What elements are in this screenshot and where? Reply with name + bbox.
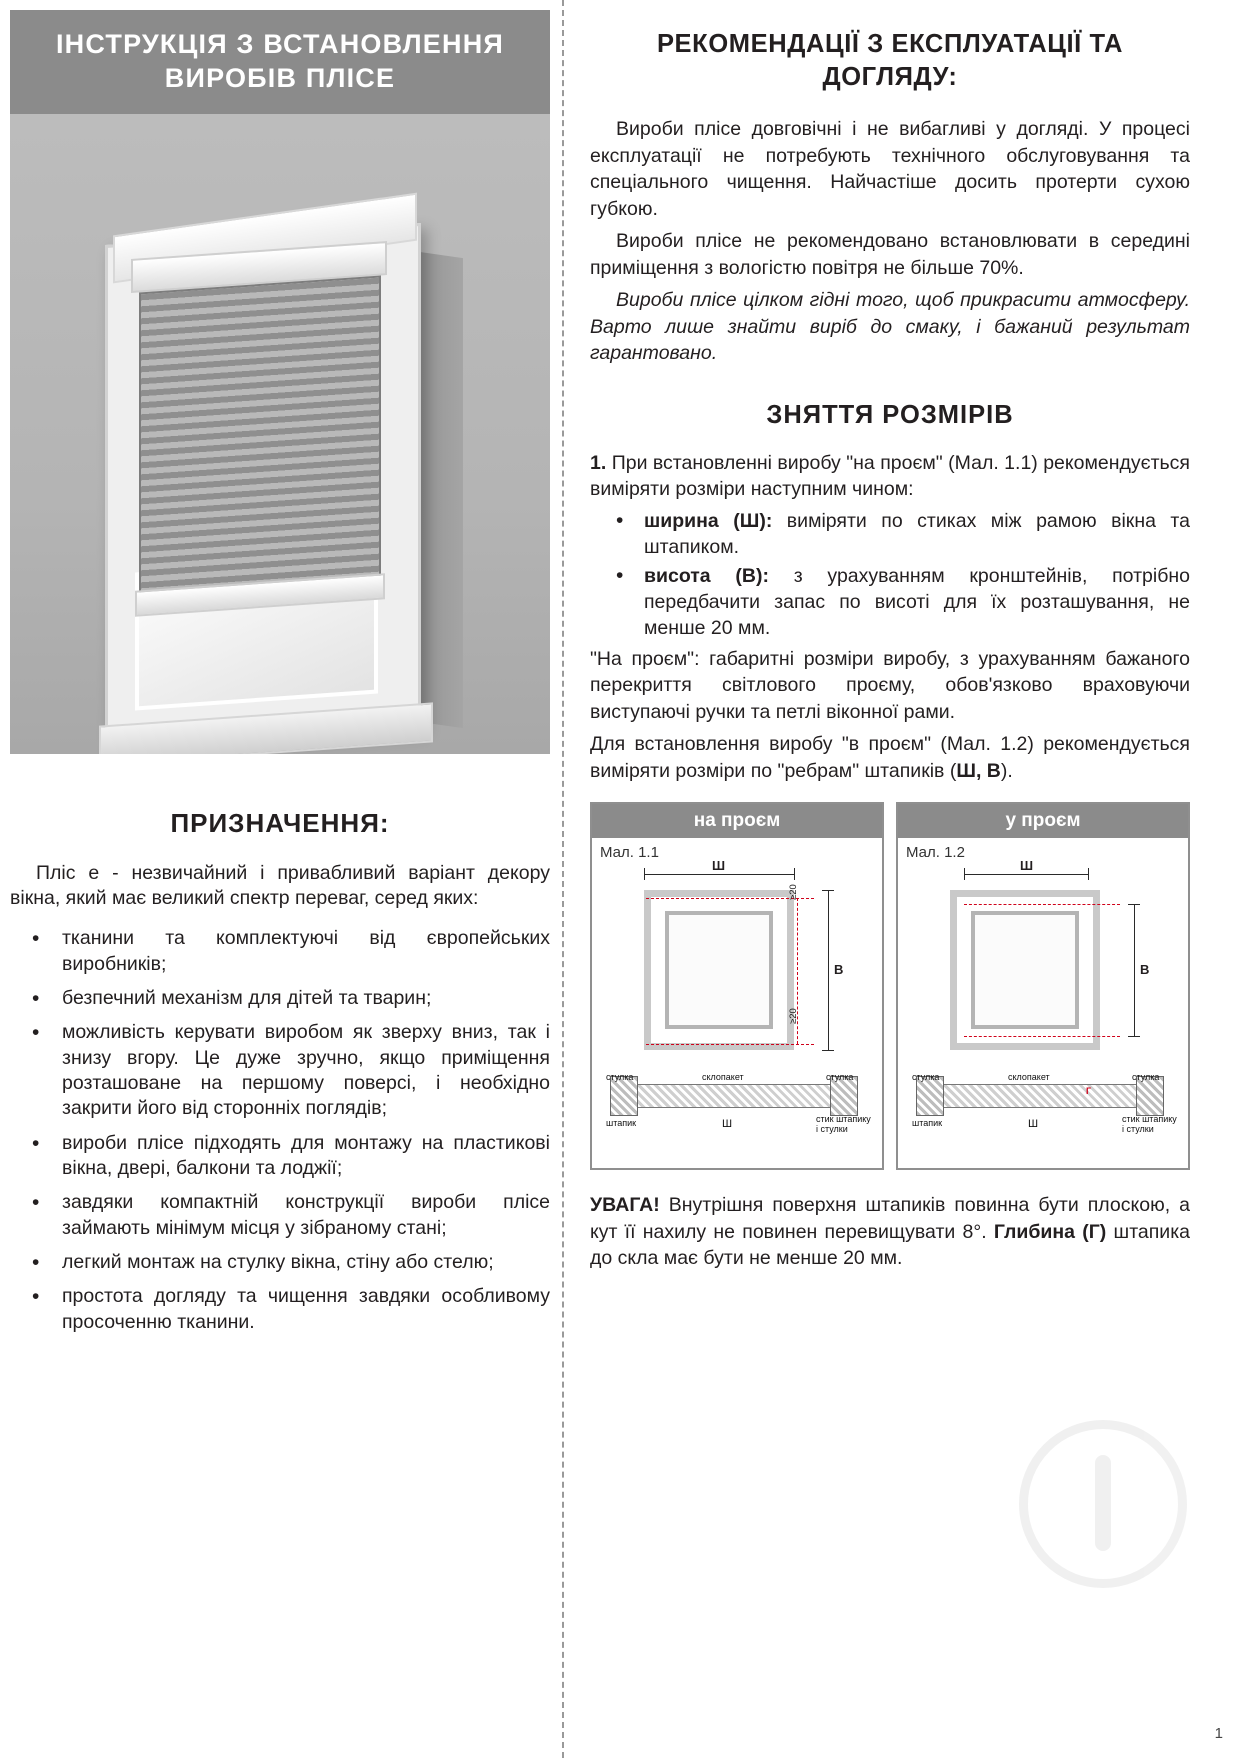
height-dimension-label: В: [1140, 962, 1150, 978]
warning-term-depth: Глибина (Г): [993, 1220, 1107, 1243]
care-paragraph-2: Вироби плісе не рекомендовано встановлювати в середині приміщення з вологістю повітря не більше 70%.: [590, 230, 1190, 279]
purpose-bullet-list: [10, 926, 550, 1335]
list-item: [590, 564, 1190, 641]
label-stulka-right: стулка: [1132, 1072, 1160, 1083]
section-view: [910, 1070, 1177, 1152]
window-diagram-inner: [665, 911, 773, 1029]
diagram-header: на проєм: [592, 804, 882, 838]
label-width-bottom: Ш: [1028, 1118, 1039, 1131]
measurement-bullet-list: [590, 509, 1190, 642]
list-item: • завдяки компактній конструкції вироби плісе займають мінімум місця у зібраному стані;: [10, 1190, 550, 1241]
diagram-body: [898, 838, 1188, 1168]
height-tick-bottom: [822, 1050, 834, 1051]
width-tick-right: [1088, 868, 1089, 880]
label-depth: Г: [1086, 1086, 1092, 1097]
measurement-paragraph-inframe: [590, 731, 1190, 784]
warning-label: УВАГА!: [590, 1194, 660, 1217]
step-number: 1.: [590, 451, 607, 474]
width-tick-left: [964, 868, 965, 880]
section-view: [604, 1070, 871, 1152]
figure-caption: Мал. 1.1: [600, 844, 659, 862]
care-paragraph-3: Вироби плісе цілком гідні того, щоб прикрасити атмосферу. Варто лише знайти виріб до смаку, і бажаний результат гарантовано.: [590, 289, 1190, 365]
label-stulka-right: стулка: [826, 1072, 854, 1083]
list-item: • тканини та комплектуючі від європейських виробників;: [10, 926, 550, 977]
gap-top-label: ≥20: [788, 884, 799, 901]
list-item: [590, 509, 1190, 560]
right-column: [590, 28, 1190, 1291]
inframe-text-a: Для встановлення виробу "в проєм" (Мал. 1.2) рекомендується виміряти розміри по "ребрам" штапиків (: [590, 733, 1190, 782]
diagram-on-frame: [590, 802, 884, 1170]
product-photo: [10, 114, 550, 754]
measure-term-width: ширина (Ш):: [644, 509, 773, 532]
window-illustration: [105, 194, 435, 754]
figure-caption: Мал. 1.2: [906, 844, 965, 862]
label-shtapik: штапик: [606, 1118, 637, 1129]
window-diagram-inner: [971, 911, 1079, 1029]
measure-desc-height: з урахуванням кронштейнів, потрібно передбачити запас по висоті для їх розташування, не менше 20 мм.: [644, 565, 1190, 639]
label-stulka-left: стулка: [912, 1072, 940, 1083]
height-tick-top: [822, 890, 834, 891]
measurement-paragraph-onframe: "На проєм": габаритні розміри виробу, з урахуванням бажаного перекриття світлового проєму, обов'язково враховуючи виступаючі ручки та петлі віконної рами.: [590, 647, 1190, 723]
inframe-symbols: Ш, В: [956, 759, 1001, 782]
step-text: При встановленні виробу "на проєм" (Мал. 1.1) рекомендується виміряти розміри наступним чином:: [590, 451, 1190, 501]
measure-term-height: висота (В):: [644, 565, 769, 588]
height-dimension-label: В: [834, 962, 844, 978]
window-diagram: [950, 890, 1100, 1050]
list-item: • безпечний механізм для дітей та тварин;: [10, 986, 550, 1011]
label-width-bottom: Ш: [722, 1118, 733, 1131]
overlap-guide-top: [964, 904, 1120, 905]
left-column: [10, 10, 550, 1740]
warning-text-c: штапика до скла має бути не менше 20 мм.: [590, 1220, 1191, 1270]
page-title: ІНСТРУКЦІЯ З ВСТАНОВЛЕННЯ ВИРОБІВ ПЛІСЕ: [10, 10, 550, 114]
diagram-in-frame: [896, 802, 1190, 1170]
width-tick-left: [644, 868, 645, 880]
watermark-logo-icon: [1019, 1420, 1187, 1588]
list-item: • можливість керувати виробом як зверху вниз, так і знизу вгору. Це дуже зручно, якщо приміщення розташоване на першому поверсі, і необхідно закрити його від сторонніх поглядів;: [10, 1020, 550, 1121]
label-steklopaket: склопакет: [702, 1072, 744, 1083]
gap-bottom-label: ≥20: [788, 1008, 799, 1025]
warning-note: [590, 1192, 1190, 1272]
height-dimension-line: [828, 890, 829, 1050]
width-tick-right: [794, 868, 795, 880]
label-joint: стик штапику і стулки: [1122, 1114, 1177, 1135]
inframe-text-c: ).: [1000, 759, 1013, 782]
list-item: • простота догляду та чищення завдяки особливому просоченню тканини.: [10, 1284, 550, 1335]
label-shtapik: штапик: [912, 1118, 943, 1129]
measurement-step-1: [590, 450, 1190, 503]
list-item: • вироби плісе підходять для монтажу на пластикові вікна, двері, балкони та лоджії;: [10, 1131, 550, 1182]
plisse-fabric: [139, 275, 381, 596]
width-dimension-line: [964, 874, 1088, 875]
care-recommendations-title: РЕКОМЕНДАЦІЇ З ЕКСПЛУАТАЦІЇ ТА ДОГЛЯДУ:: [656, 30, 1124, 92]
diagram-body: [592, 838, 882, 1168]
care-paragraph-1: Вироби плісе довговічні і не вибагливі у догляді. У процесі експлуатації не потребують технічного обслуговування та спеціального чищення. Найчастіше досить протерти сухою губкою.: [590, 118, 1190, 220]
width-dimension-label: Ш: [1020, 858, 1034, 874]
height-tick-top: [1128, 904, 1140, 905]
height-dimension-line: [1134, 904, 1135, 1036]
list-item: • легкий монтаж на стулку вікна, стіну або стелю;: [10, 1250, 550, 1275]
window-diagram: [644, 890, 794, 1050]
measurement-title: ЗНЯТТЯ РОЗМІРІВ: [766, 400, 1014, 429]
height-tick-bottom: [1128, 1036, 1140, 1037]
label-stulka-left: стулка: [606, 1072, 634, 1083]
width-dimension-label: Ш: [712, 858, 726, 874]
diagram-row: [590, 802, 1190, 1170]
column-divider: [562, 0, 564, 1758]
overlap-guide-bottom: [964, 1036, 1120, 1037]
width-dimension-line: [644, 874, 794, 875]
diagram-header: у проєм: [898, 804, 1188, 838]
page-number: 1: [1214, 1725, 1223, 1742]
label-steklopaket: склопакет: [1008, 1072, 1050, 1083]
warning-text-a: Внутрішня поверхня штапиків повинна бути плоскою, а кут її нахилу не повинен перевищувати 8°.: [590, 1194, 1190, 1243]
purpose-title: ПРИЗНАЧЕННЯ:: [170, 807, 390, 838]
purpose-intro: Пліс е - незвичайний і привабливий варіант декору вікна, який має великий спектр переваг, серед яких:: [10, 861, 550, 910]
overlap-guide-bottom: [646, 1044, 814, 1045]
label-joint: стик штапику і стулки: [816, 1114, 871, 1135]
glass-unit-strip: [938, 1084, 1140, 1108]
measure-desc-width: виміряти по стиках між рамою вікна та штапиком.: [644, 509, 1190, 558]
glass-unit-strip: [632, 1084, 834, 1108]
